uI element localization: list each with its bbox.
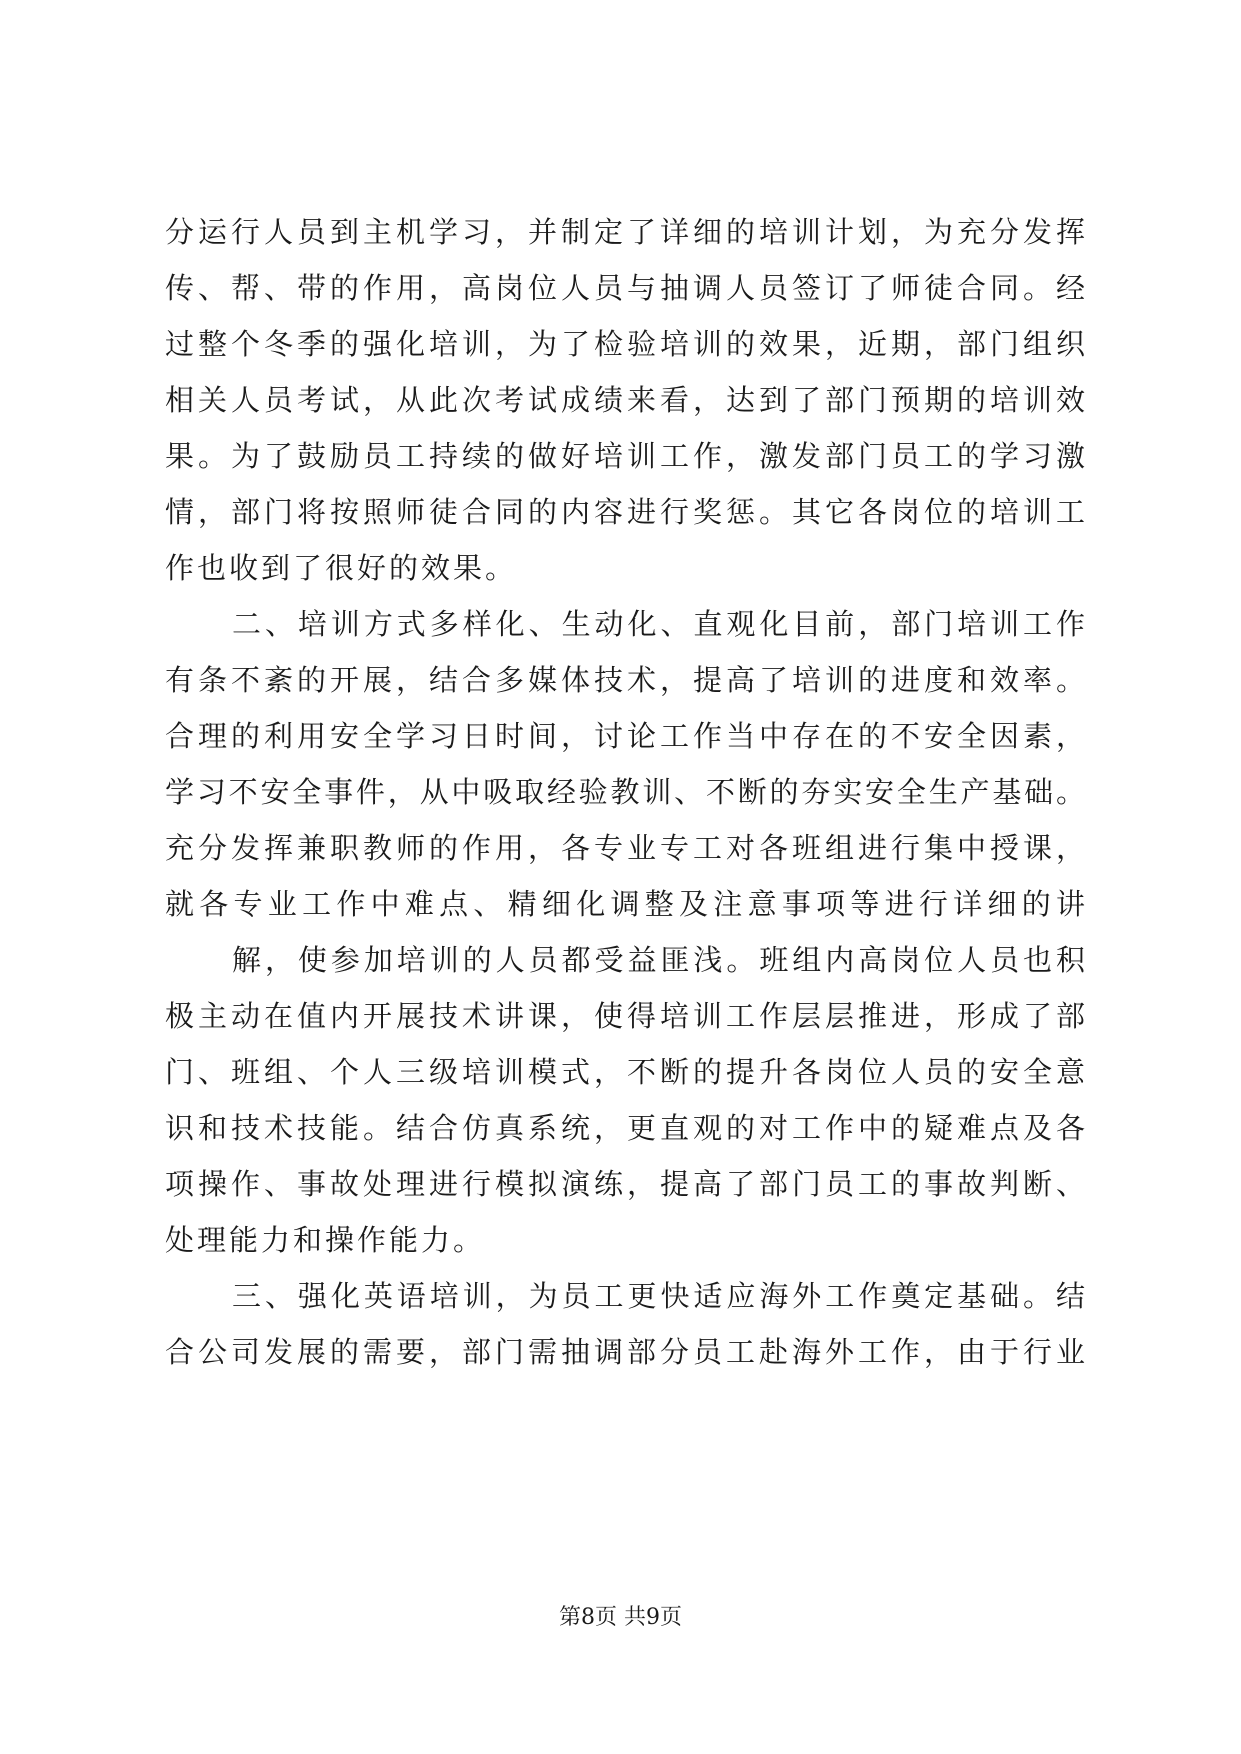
body-line: 就各专业工作中难点、精细化调整及注意事项等进行详细的讲: [165, 887, 1085, 921]
body-line: 有条不紊的开展，结合多媒体技术，提高了培训的进度和效率。: [165, 663, 1085, 697]
body-line: 门、班组、个人三级培训模式，不断的提升各岗位人员的安全意: [165, 1055, 1085, 1089]
body-line: 项操作、事故处理进行模拟演练，提高了部门员工的事故判断、: [165, 1167, 1085, 1201]
paragraph-heading-line: 二、培训方式多样化、生动化、直观化目前，部门培训工作: [232, 607, 1085, 641]
body-line: 极主动在值内开展技术讲课，使得培训工作层层推进，形成了部: [165, 999, 1085, 1033]
body-line: 解，使参加培训的人员都受益匪浅。班组内高岗位人员也积: [232, 943, 1085, 977]
body-line: 学习不安全事件，从中吸取经验教训、不断的夯实安全生产基础。: [165, 775, 1085, 809]
body-line: 充分发挥兼职教师的作用，各专业专工对各班组进行集中授课，: [165, 831, 1085, 865]
page-number-footer: 第8页 共9页: [559, 1605, 682, 1630]
body-line: 相关人员考试，从此次考试成绩来看，达到了部门预期的培训效: [165, 383, 1085, 417]
body-line: 果。为了鼓励员工持续的做好培训工作，激发部门员工的学习激: [165, 439, 1085, 473]
paragraph-heading-line: 三、强化英语培训，为员工更快适应海外工作奠定基础。结: [232, 1279, 1085, 1313]
body-line: 传、帮、带的作用，高岗位人员与抽调人员签订了师徒合同。经: [165, 271, 1085, 305]
body-line: 过整个冬季的强化培训，为了检验培训的效果，近期，部门组织: [165, 327, 1085, 361]
body-line: 分运行人员到主机学习，并制定了详细的培训计划，为充分发挥: [165, 215, 1085, 249]
body-line: 合理的利用安全学习日时间，讨论工作当中存在的不安全因素，: [165, 719, 1085, 753]
body-line: 合公司发展的需要，部门需抽调部分员工赴海外工作，由于行业: [165, 1335, 1085, 1369]
body-line: 识和技术技能。结合仿真系统，更直观的对工作中的疑难点及各: [165, 1111, 1085, 1145]
body-line: 处理能力和操作能力。: [165, 1223, 486, 1257]
body-line: 情，部门将按照师徒合同的内容进行奖惩。其它各岗位的培训工: [165, 495, 1085, 529]
body-line: 作也收到了很好的效果。: [165, 551, 518, 585]
